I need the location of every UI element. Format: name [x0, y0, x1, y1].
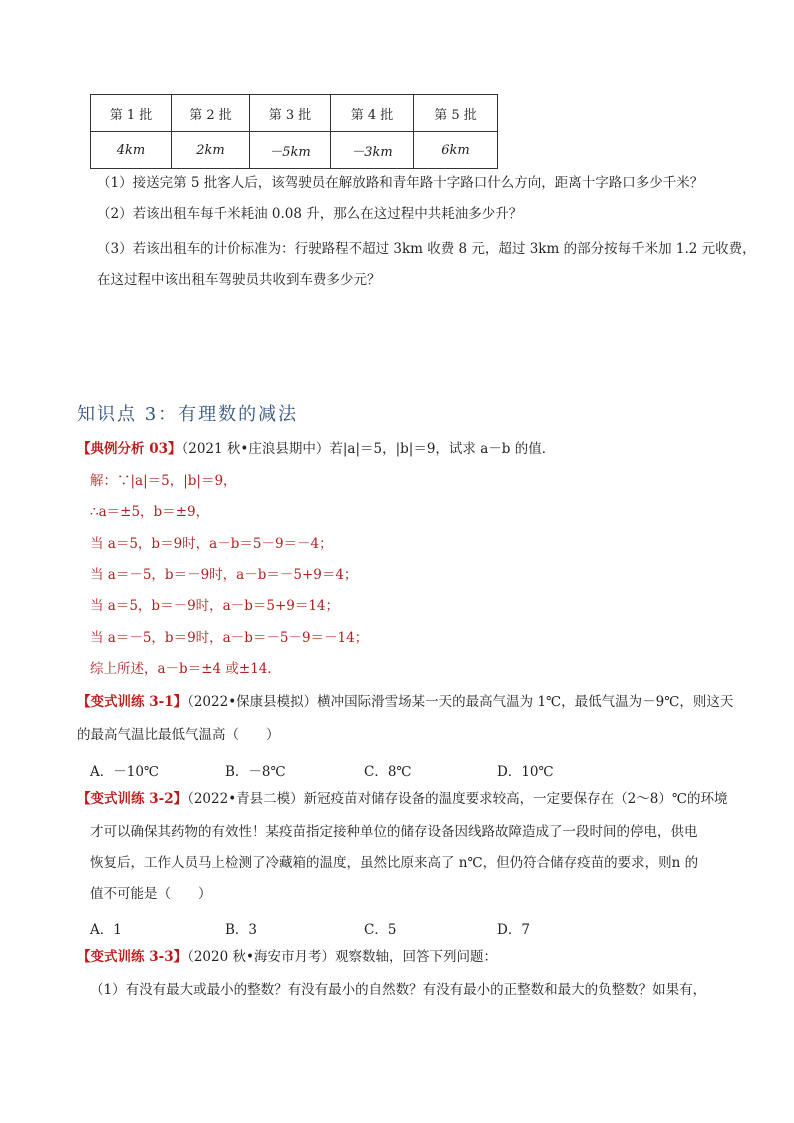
exercise-3-2-line-3: 恢复后，工作人员马上检测了冷藏箱的温度，虽然比原来高了 n℃，但仍符合储存疫苗的要求，则n 的 [90, 855, 699, 871]
exercise-3-1-tag: 【变式训练 3-1】 [77, 694, 188, 710]
table-row [91, 132, 498, 169]
solution-line: 当 a＝5，b＝－9时，a－b＝5+9＝14； [90, 598, 340, 614]
table-header-cell: 第 4 批 [331, 95, 414, 132]
exercise-3-2-tag: 【变式训练 3-2】 [77, 791, 188, 807]
solution-line: 当 a＝－5，b＝－9时，a－b＝－5+9＝4； [90, 567, 358, 583]
question-3-line-1: （3）若该出租车的计价标准为：行驶路程不超过 3km 收费 8 元，超过 3km 的部分按每千米加 1.2 元收费， [97, 241, 756, 257]
solution-line: ∴a＝±5，b＝±9， [90, 504, 210, 520]
exercise-3-3-tag: 【变式训练 3-3】 [77, 949, 188, 965]
question-3-line-2: 在这过程中该出租车驾驶员共收到车费多少元？ [97, 272, 381, 288]
solution-line: 解：∵|a|＝5，|b|＝9， [90, 473, 237, 489]
table-cell: 2km [172, 132, 250, 169]
exercise-3-2-line-1 [77, 793, 727, 807]
option-d: D．10℃ [497, 764, 554, 780]
solution-line: 当 a＝5，b＝9时，a－b＝5－9＝－4； [90, 536, 333, 552]
example-text: （2021 秋•庄浪县期中）若|a|＝5，|b|＝9，试求 a－b 的值． [181, 441, 556, 457]
option-d: D．7 [497, 922, 530, 938]
solution-line: 当 a＝－5，b＝9时，a－b＝－5－9＝－14； [90, 630, 369, 646]
table-cell: 4km [91, 132, 172, 169]
solution-line: 综上所述，a－b＝±4 或±14． [90, 661, 281, 677]
batch-distance-table [90, 94, 498, 169]
option-c: C．5 [364, 922, 397, 938]
table-header-cell: 第 2 批 [172, 95, 250, 132]
table-cell: 6km [414, 132, 498, 169]
question-2: （2）若该出租车每千米耗油 0.08 升，那么在这过程中共耗油多少升？ [97, 206, 523, 222]
table-header-cell: 第 3 批 [250, 95, 331, 132]
option-b: B．－8℃ [225, 764, 286, 780]
example-heading [77, 443, 555, 457]
exercise-3-1-line-1 [77, 696, 733, 710]
table-cell: －5km [250, 132, 331, 169]
exercise-3-1-text: （2022•保康县模拟）横冲国际滑雪场某一天的最高气温为 1℃，最低气温为－9℃，则这天 [187, 694, 734, 710]
exercise-3-2-line-4: 值不可能是（ ） [90, 886, 212, 902]
exercise-3-2-text: （2022•青县二模）新冠疫苗对储存设备的温度要求较高，一定要保存在（2～8）℃的环境 [187, 791, 728, 807]
section-title: 知识点 3：有理数的减法 [77, 404, 299, 425]
question-1: （1）接送完第 5 批客人后，该驾驶员在解放路和青年路十字路口什么方向，距离十字路口多少千米？ [97, 175, 704, 191]
exercise-3-3-text: （2020 秋•海安市月考）观察数轴，回答下列问题： [187, 949, 497, 965]
exercise-3-3-line-2: （1）有没有最大或最小的整数？有没有最小的自然数？有没有最小的正整数和最大的负整数？如果有， [90, 982, 707, 998]
table-cell: －3km [331, 132, 414, 169]
exercise-3-2-line-2: 才可以确保其药物的有效性！某疫苗指定接种单位的储存设备因线路故障造成了一段时间的停电，供电 [90, 824, 698, 840]
exercise-3-3-line-1 [77, 951, 497, 965]
exercise-3-1-line-2: 的最高气温比最低气温高（ ） [77, 727, 280, 743]
table-header-cell: 第 5 批 [414, 95, 498, 132]
option-a: A．1 [90, 922, 122, 938]
table-row [91, 95, 498, 132]
option-c: C．8℃ [364, 764, 412, 780]
table-header-cell: 第 1 批 [91, 95, 172, 132]
example-tag: 【典例分析 03】 [77, 441, 182, 457]
option-b: B．3 [225, 922, 258, 938]
option-a: A．－10℃ [90, 764, 160, 780]
